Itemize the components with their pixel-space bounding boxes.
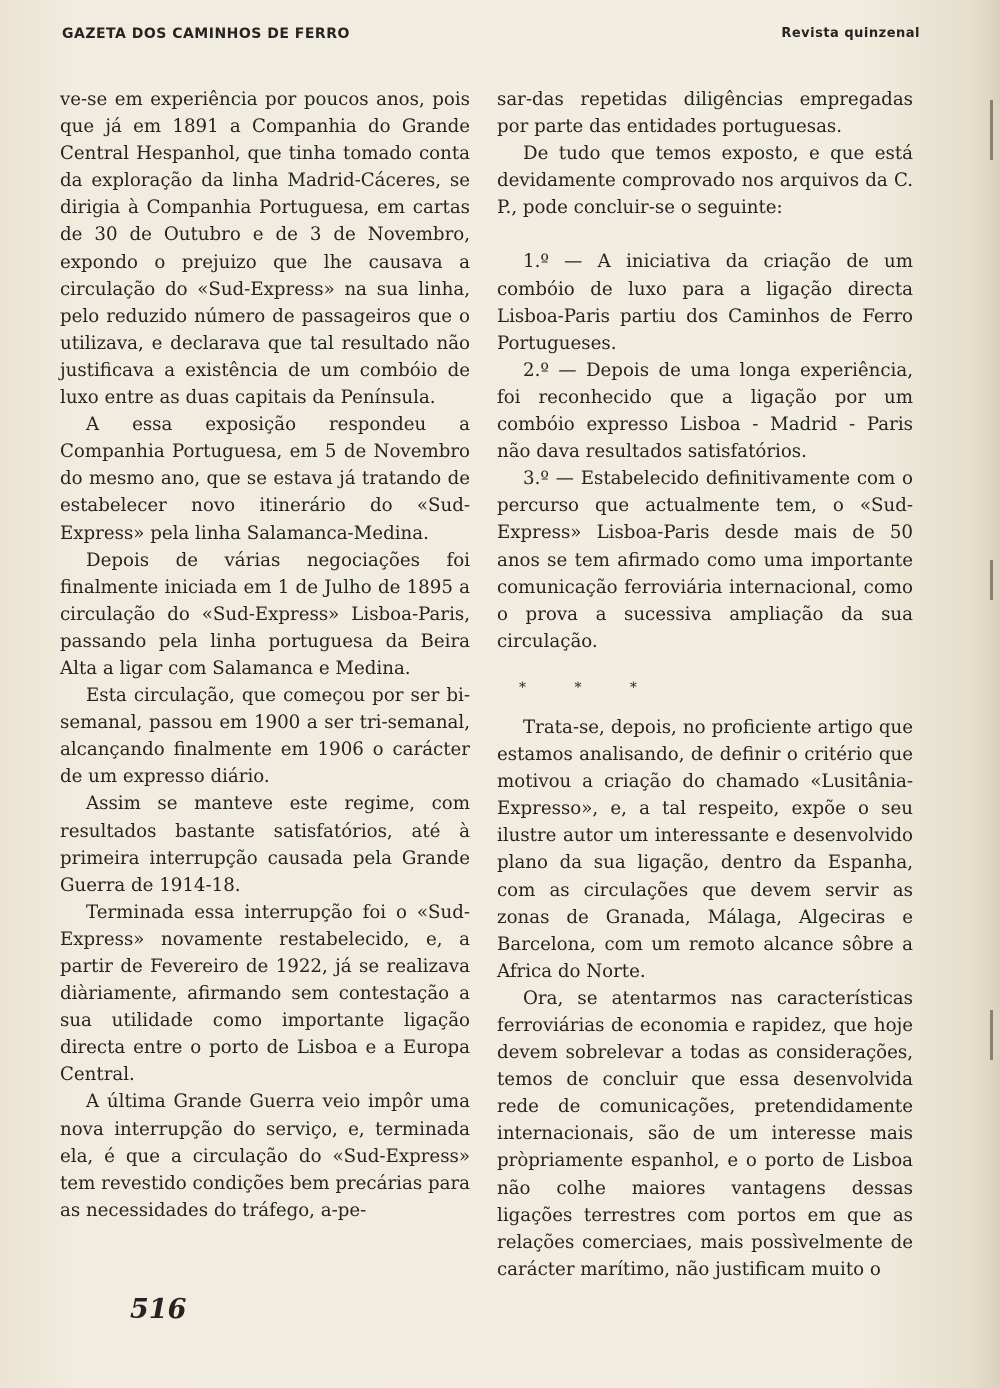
paragraph: sar-das repetidas diligências empregadas por parte das entidades portuguesas. xyxy=(497,89,913,138)
paragraph: A essa exposição respondeu a Companhia Portuguesa, em 5 de Novembro do mesmo ano, que se estava já tratando de estabelecer novo itinerário do «Sud-Express» pela linha Salamanca-Medina. xyxy=(60,414,470,544)
publication-title: GAZETA DOS CAMINHOS DE FERRO xyxy=(62,26,350,42)
section-separator: * * * xyxy=(519,679,659,696)
page-number: 516 xyxy=(130,1294,187,1325)
page-edge-shadow xyxy=(990,1010,993,1060)
paragraph: Trata-se, depois, no proficiente artigo que estamos analisando, de definir o critério que motivou a criação do chamado «Lusitânia-Expresso», e, a tal respeito, expõe o seu ilustre autor um interessante e desenvolvido plano da sua ligação, dentro da Espanha, com as circulações que devem servir as zonas de Granada, Málaga, Algeciras e Barcelona, com um remoto alcance sôbre a Africa do Norte. xyxy=(497,716,913,982)
publication-subtitle: Revista quinzenal xyxy=(781,26,920,41)
paragraph: Assim se manteve este regime, com resultados bastante satisfatórios, até à primeira interrupção causada pela Grande Guerra de 1914-18. xyxy=(60,793,470,896)
paragraph: Terminada essa interrupção foi o «Sud-Express» novamente restabelecido, e, a partir de Fevereiro de 1922, já se realizava diàriamente, afirmando sem contestação a sua utilidade como importante ligação directa entre o porto de Lisboa e a Europa Central. xyxy=(60,901,470,1086)
page-edge-shadow xyxy=(990,100,993,160)
paragraph: Depois de várias negociações foi finalmente iniciada em 1 de Julho de 1895 a circulação do «Sud-Express» Lisboa-Paris, passando pela linha portuguesa da Beira Alta a ligar com Salamanca e Medina. xyxy=(60,549,470,679)
running-head xyxy=(62,26,920,50)
conclusion-item: 2.º — Depois de uma longa experiência, foi reconhecido que a ligação por um combóio expresso Lisboa - Madrid - Paris não dava resultados satisfatórios. xyxy=(497,359,913,463)
left-column xyxy=(60,86,470,1224)
paragraph: Esta circulação, que começou por ser bi-semanal, passou em 1900 a ser tri-semanal, alcançando finalmente em 1906 o carácter de um expresso diário. xyxy=(60,685,470,788)
right-column xyxy=(497,86,913,1283)
paragraph: Ora, se atentarmos nas características ferroviárias de economia e rapidez, que hoje devem sobrelevar a todas as considerações, temos de concluir que essa desenvolvida rede de comunicações, pretendidamente internacionais, são de um interesse mais pròpriamente espanhol, e o porto de Lisboa não colhe maiores vantagens dessas ligações terrestres com portos em que as relações comerciaes, mais possìvelmente de carácter marítimo, não justificam muito o xyxy=(497,987,913,1280)
conclusion-item: 3.º — Estabelecido definitivamente com o percurso que actualmente tem, o «Sud-Express» Lisboa-Paris desde mais de 50 anos se tem afirmado como uma importante comunicação ferroviária internacional, como o prova a sucessiva ampliação da sua circulação. xyxy=(497,468,913,652)
conclusion-item: 1.º — A iniciativa da criação de um combóio de luxo para a ligação directa Lisboa-Paris partiu dos Caminhos de Ferro Portugueses. xyxy=(497,251,913,354)
paragraph: ve-se em experiência por poucos anos, pois que já em 1891 a Companhia do Grande Central Hespanhol, que tinha tomado conta da exploração da linha Madrid-Cáceres, se dirigia à Companhia Portuguesa, em cartas de 30 de Outubro e de 3 de Novembro, expondo o prejuizo que lhe causava a circulação do «Sud-Express» na sua linha, pelo reduzido número de passageiros que o utilizava, e declarava que tal resultado não justificava a existência de um combóio de luxo entre as duas capitais da Península. xyxy=(60,89,470,409)
paragraph: A última Grande Guerra veio impôr uma nova interrupção do serviço, e, terminada ela, é que a circulação do «Sud-Express» tem revestido condições bem precárias para as necessidades do tráfego, a-pe- xyxy=(60,1091,470,1221)
page-edge-shadow xyxy=(990,560,993,600)
paragraph: De tudo que temos exposto, e que está devidamente comprovado nos arquivos da C. P., pode concluir-se o seguinte: xyxy=(497,143,913,219)
